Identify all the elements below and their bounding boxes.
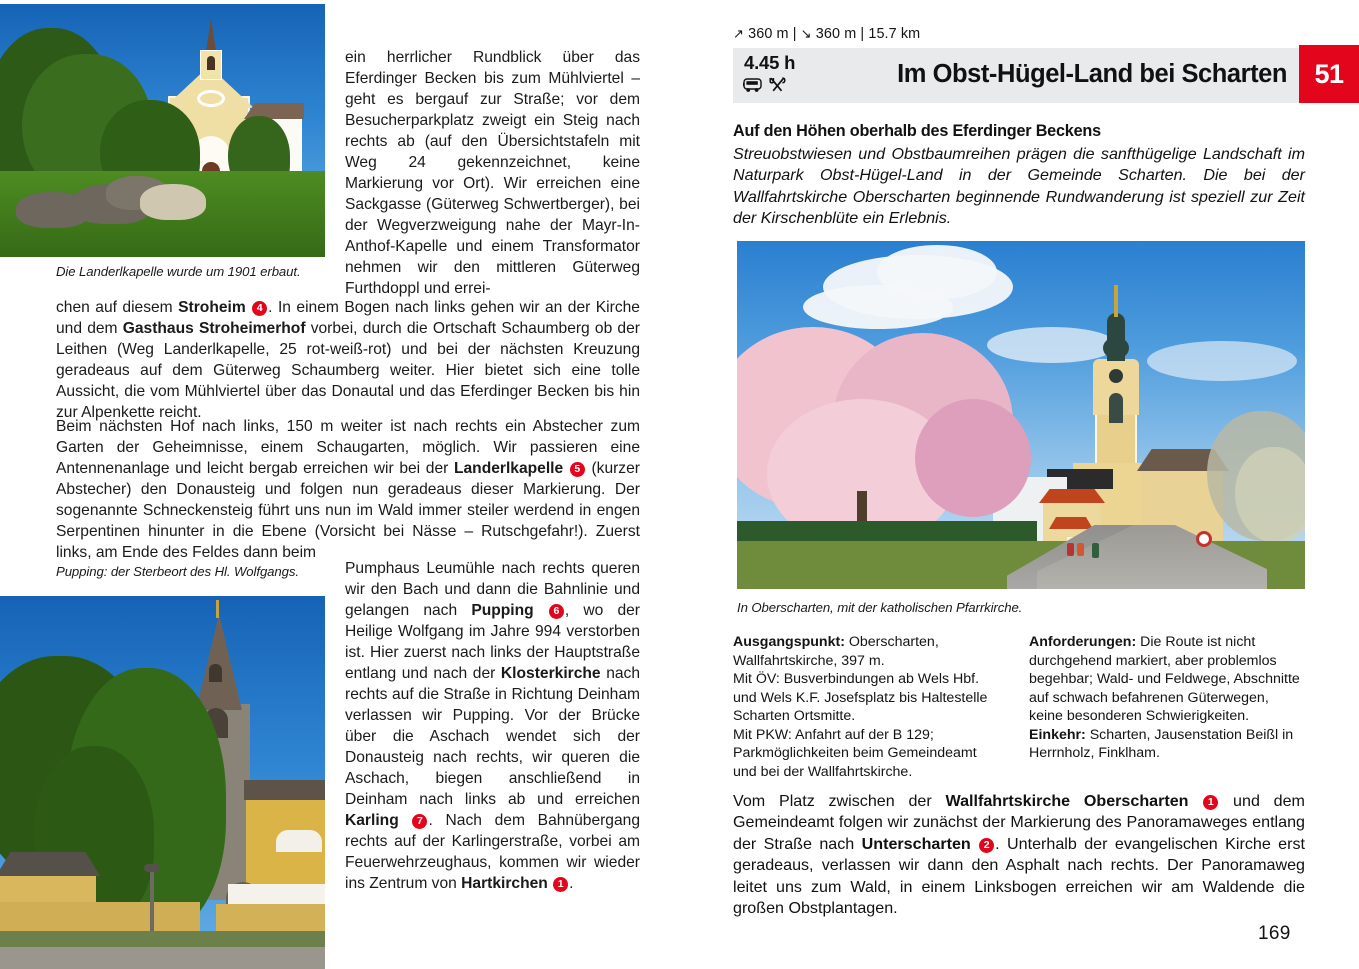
restaurant-icon [769, 77, 786, 98]
tower-clock [1109, 369, 1123, 383]
distance-value: 15.7 km [868, 26, 921, 42]
lamp-head [144, 864, 160, 872]
red-roof-1 [1039, 489, 1105, 503]
yellow-house-roof [0, 852, 100, 876]
hiker-3 [1092, 543, 1099, 558]
cloud-5 [1147, 341, 1297, 381]
route-stats [733, 26, 920, 42]
route-title: Im Obst-Hügel-Land bei Scharten [897, 60, 1287, 88]
facility-icons [743, 77, 786, 98]
chapel-oculus [197, 90, 225, 107]
info-column-start: Ausgangspunkt: Oberscharten, Wallfahrtskirche, 397 m. Mit ÖV: Busverbindungen ab Wels Hbf. und Wels K.F. Josefsplatz bis Haltestelle Scharten Ortsmitte. Mit PKW: Anfahrt auf der B 129; Parkmöglichkeiten beim Gemeindeamt und bei der Wallfahrtskirche. [733, 634, 988, 780]
ascent-value: 360 m [748, 26, 789, 42]
church-finial [1114, 285, 1118, 317]
body-text-column-top: ein herrlicher Rundblick über das Eferdinger Becken bis zum Mühlviertel – geht es bergauf zur Straße; vor dem Besucherparkplatz zweigt ein Steig nach rechts ab (auf den Übersichtstafeln mit Weg 24 gekennzeichnet, keine Markierung vor Ort). Wir erreichen eine Sackgasse (Güterweg Schwertberger), bei der Wegverzweigung nahe der Mayr-In-Anthof-Kapelle und einem Transformator nehmen wir den mittleren Güterweg Furthdoppl und errei- [345, 49, 640, 297]
speed-limit-sign [1196, 531, 1212, 547]
hiker-2 [1077, 543, 1084, 556]
bus-icon [743, 78, 762, 98]
stats-separator-1: | [792, 26, 797, 42]
arrow-down-right-icon: ↘ [800, 26, 812, 41]
route-header-band [733, 48, 1299, 103]
info-column-requirements: Anforderungen: Die Route ist nicht durchgehend markiert, aber problemlos begehbar; Wald- und Feldwege, Abschnitte auf schwach befahrenen Güterwegen, keine besonderen Schwierigkeiten. Einkehr: Scharten, Jausenstation Beißl in Herrnholz, Finklham. [1029, 634, 1300, 762]
section-subheading: Auf den Höhen oberhalb des Eferdinger Beckens [733, 122, 1101, 140]
grass-strip [0, 931, 325, 947]
photo-top-caption: Die Landerlkapelle wurde um 1901 erbaut. [56, 264, 301, 279]
cloud-4 [987, 327, 1117, 363]
church-dome-bulb [1103, 337, 1129, 359]
red-roof-2 [1049, 517, 1093, 529]
photo-main-caption: In Oberscharten, mit der katholischen Pfarrkirche. [737, 600, 1023, 615]
pupping-church-photo [0, 596, 325, 969]
descent-value: 360 m [815, 26, 857, 42]
stats-separator-2: | [860, 26, 865, 42]
tower-louvre [209, 664, 222, 682]
body-text-block-1: chen auf diesem Stroheim 4 . In einem Bogen nach links gehen wir an der Kirche und dem Gasthaus Stroheimerhof vorbei, durch die Ortschaft Schaumberg ob der Leithen (Weg Landerlkapelle, 25 rot-weiß-rot) und bei der nächsten Kreuzung geradeaus auf dem Güterweg Schaumberg weiter. Hier bietet sich eine tolle Aussicht, die vom Mühlviertel über das Donautal und das Eferdinger Becken bis hin zur Alpenkette reicht. [56, 299, 640, 421]
nave-windows [276, 830, 322, 852]
blossom-canopy-4 [915, 399, 1031, 517]
hiker-1 [1067, 543, 1074, 556]
arrow-up-right-icon: ↗ [733, 26, 744, 41]
chapel-bell-opening [207, 56, 215, 70]
section-intro-text: Streuobstwiesen und Obstbaumreihen prägen die sanfthügelige Landschaft im Naturpark Obst-Hügel-Land in der Gemeinde Scharten. Die bei der Wallfahrtskirche Oberscharten beginnende Rundwanderung ist speziell zur Zeit der Kirschenblüte ein Erlebnis. [733, 145, 1305, 228]
oberscharten-blossom-street-photo [737, 241, 1305, 589]
nave-roof [244, 780, 325, 800]
church-cross [216, 600, 219, 618]
cloud-3 [803, 285, 953, 329]
body-text-block-2: Beim nächsten Hof nach links, 150 m weiter ist nach rechts ein Abstecher zum Garten der Geheimnisse, einem Schaugarten, möglich. Wir passieren eine Antennenanlage und leicht bergab erreichen wir bei der Landerlkapelle 5 (kurzer Abstecher) den Donausteig und folgen nun geradeaus dieser Markierung. Der sogenannte Schneckensteig führt uns nun im Wald immer steiler werdend in engen Serpentinen hinunter in die Ebene (Vorsicht bei Nässe – Rutschgefahr!). Zuerst links, am Ende des Feldes dann beim [56, 418, 640, 561]
chapel-with-sheep-photo [0, 4, 325, 257]
left-page [0, 0, 648, 969]
sheep-4 [140, 184, 206, 220]
tower-window [1109, 393, 1123, 423]
duration-label: 4.45 h [744, 52, 796, 73]
body-text-column-bottom: Pumphaus Leumühle nach rechts queren wir den Bach und dann die Bahnlinie und gelangen nach Pupping 6 , wo der Heilige Wolfgang im Jahre 994 verstorben ist. Hier zuerst nach links der Hauptstraße entlang und nach der Klosterkirche nach rechts auf die Straße in Richtung Deinham verlassen wir Pupping. Vor der Brücke über die Aschach wendet sich der Donausteig nach rechts, wir queren die Aschach, biegen anschließend in Deinham nach links ab und erreichen Karling 7 . Nach dem Bahnübergang rechts auf der Karlingerstraße, vorbei am Feuerwehrzeughaus, kommen wir wieder ins Zentrum von Hartkirchen 1 . [345, 560, 641, 892]
route-description-text: Vom Platz zwischen der Wallfahrtskirche Oberscharten 1 und dem Gemeindeamt folgen wir zunächst der Markierung des Panoramaweges entlang der Straße nach Unterscharten 2 . Unterhalb der evangelischen Kirche erst geradeaus, verlassen wir dann den Asphalt nach rechts. Der Panoramaweg leitet uns zum Wald, in einem Linksbogen erreichen wir am Waldende die großen Obstplantagen. [733, 792, 1305, 918]
route-number-badge: 51 [1299, 45, 1359, 103]
page-number: 169 [1258, 923, 1291, 944]
photo-bottom-caption: Pupping: der Sterbeort des Hl. Wolfgangs. [56, 564, 299, 579]
